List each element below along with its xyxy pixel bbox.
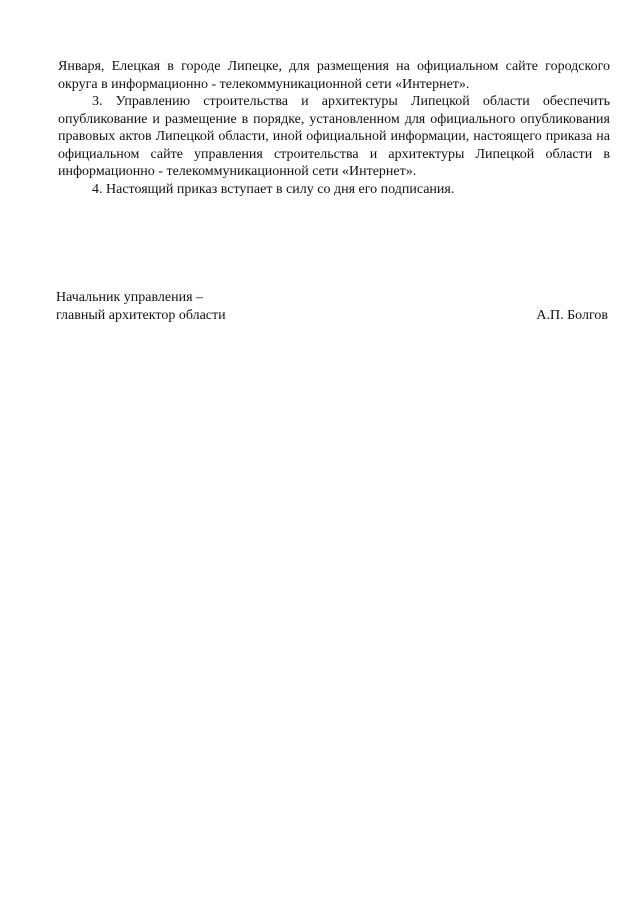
paragraph-item-4: 4. Настоящий приказ вступает в силу со дня его подписания.: [92, 181, 455, 197]
signatory-position-line-1: Начальник управления –: [56, 290, 204, 305]
document-body: [58, 58, 610, 198]
signatory-position: [56, 289, 356, 324]
signatory-name: А.П. Болгов: [536, 307, 608, 323]
paragraph-item-3: 3. Управлению строительства и архитектуры Липецкой области обеспечить опубликование и размещение в порядке, установленном для официального опубликования правовых актов Липецкой области, иной официальной информации, настоящего приказа на официальном сайте управления строительства и архитектуры Липецкой области в информационно - телекоммуникационной сети «Интернет».: [58, 94, 610, 179]
signatory-position-line-2: главный архитектор области: [56, 307, 226, 323]
paragraph-continuation: Января, Елецкая в городе Липецке, для размещения на официальном сайте городского округа в информационно - телекоммуникационной сети «Интернет».: [58, 59, 610, 92]
